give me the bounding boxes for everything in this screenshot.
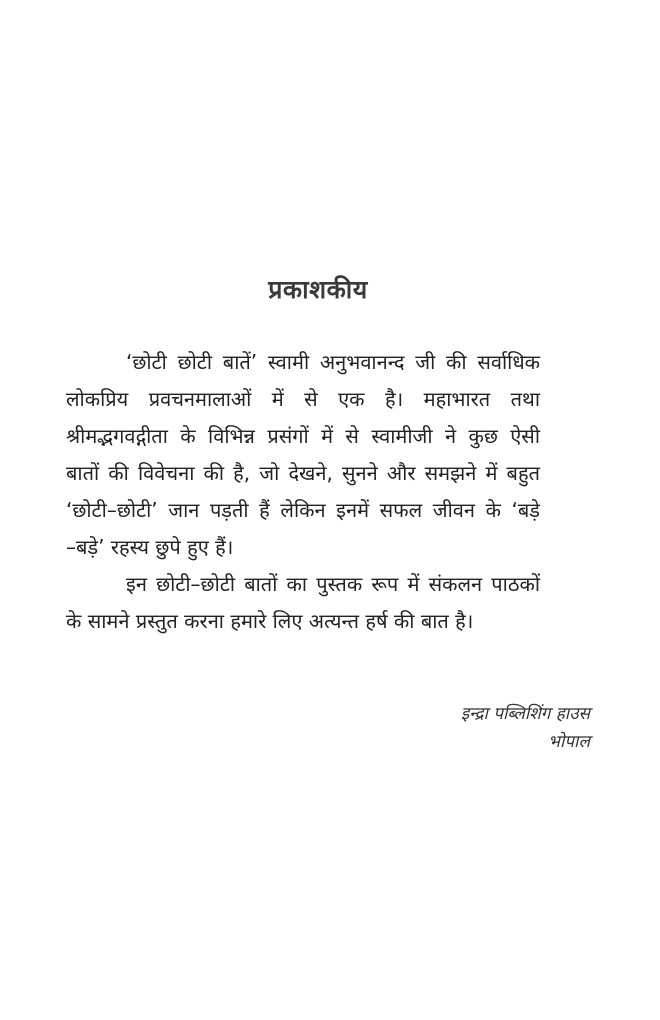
- publisher-name: इन्द्रा पब्लिशिंग हाउस: [460, 704, 590, 724]
- paragraph-1-line-3: श्रीमद्भगवद्गीता के विभिन्न प्रसंगों में से स्वामीजी ने कुछ ऐसी: [66, 424, 540, 448]
- paragraph-1-line-1: ‘छोटी छोटी बातें’ स्वामी अनुभवानन्द जी की सर्वाधिक: [126, 350, 540, 374]
- paragraph-1-line-6: –बड़े’ रहस्य छुपे हुए हैं।: [66, 535, 234, 559]
- publisher-signature: [461, 700, 590, 756]
- paragraph-1-line-4: बातों की विवेचना की है, जो देखने, सुनने और समझने में बहुत: [66, 461, 540, 485]
- publisher-city: भोपाल: [548, 732, 590, 752]
- paragraph-1-line-5: ‘छोटी–छोटी’ जान पड़ती हैं लेकिन इनमें सफल जीवन के ‘बड़े: [66, 498, 540, 522]
- paragraph-2-line-1: इन छोटी–छोटी बातों का पुस्तक रूप में संकलन पाठकों: [126, 572, 540, 596]
- preface-body: [66, 344, 540, 640]
- paragraph-2-line-2: के सामने प्रस्तुत करना हमारे लिए अत्यन्त हर्ष की बात है।: [66, 609, 474, 633]
- page-title: प्रकाशकीय: [268, 275, 368, 304]
- paragraph-1-line-2: लोकप्रिय प्रवचनमालाओं में से एक है। महाभारत तथा: [66, 387, 540, 411]
